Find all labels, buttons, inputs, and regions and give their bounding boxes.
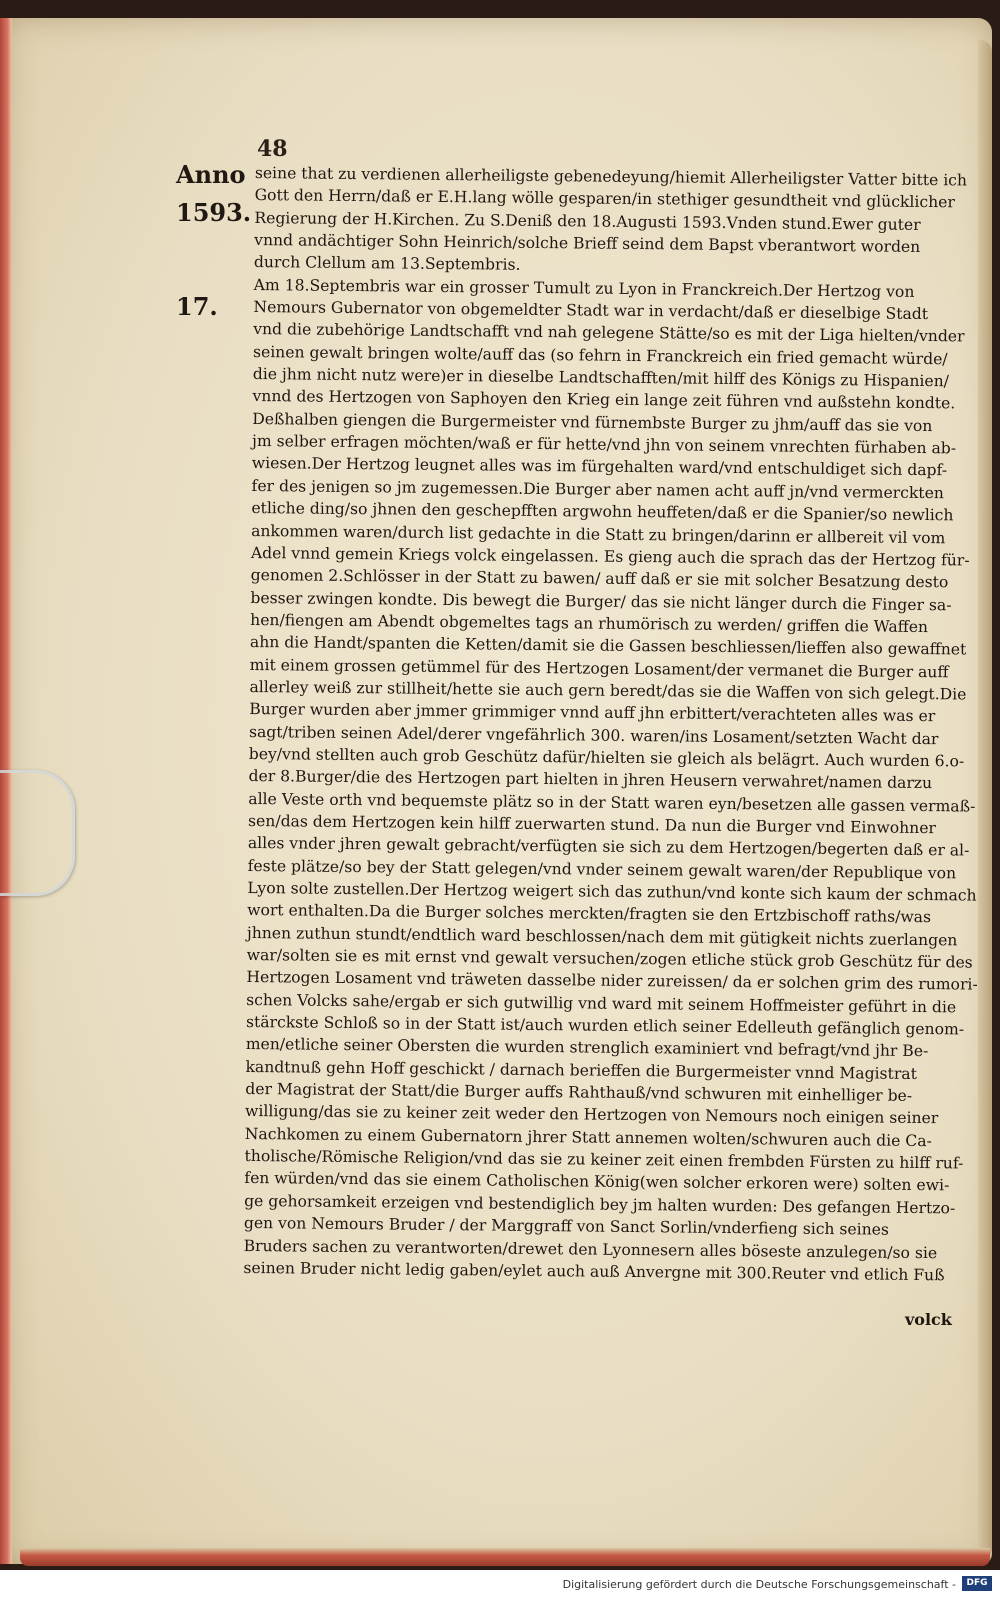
text-line: der Magistrat der Statt/die Burger auffs Rahthauß/vnd schwuren mit einhelliger be- <box>245 1080 913 1106</box>
text-line: besser zwingen kondte. Dis bewegt die Burger/ das sie nicht länger durch die Finger sa- <box>250 588 952 614</box>
text-line: bey/vnd stellten auch grob Geschütz dafür/hielten sie gleich als belägrt. Auch wurden 6.o- <box>248 744 965 771</box>
text-line: Nemours Gubernator von obgemeldter Stadt war in verdacht/daß er dieselbige Stadt <box>253 298 929 324</box>
text-line: ankommen waren/durch list gedachte in die Statt zu bringen/darinn er allbereit vil vom <box>251 521 946 547</box>
text-line: seinen gewalt bringen wolte/auff das (so fehrn in Franckreich ein fried gemacht würde/ <box>252 342 948 369</box>
text-line: Hertzogen Losament vnd träweten dasselbe nider zureissen/ da er solchen grim des rumori- <box>246 968 978 994</box>
text-line: war/solten sie es mit ernst vnd gewalt versuchen/zogen etliche stück grob Geschütz für des <box>246 945 973 972</box>
text-line: alle Veste orth vnd bequemste plätz so in der Statt waren eyn/besetzen alle gassen vermaß- <box>248 789 976 816</box>
text-line: sagt/triben seinen Adel/derer vngefährlich 300. waren/ins Losament/setzten Wacht dar <box>248 722 939 748</box>
text-line: Am 18.Septembris war ein grosser Tumult zu Lyon in Franckreich.Der Hertzog von <box>253 275 915 301</box>
text-line: feste plätze/so bey der Statt gelegen/vnd vnder seinem gewalt waren/der Republique von <box>247 856 957 883</box>
text-line: durch Clellum am 13.Septembris. <box>253 253 521 275</box>
dfg-logo: DFG <box>962 1576 992 1591</box>
text-line: jhnen zuthun stundt/endtlich ward beschlossen/nach dem mit gütigkeit nichts zuerlangen <box>246 923 958 950</box>
text-line: Burger wurden aber jmmer grimmiger vnnd auff jhn erbittert/verachteten alles was er <box>249 700 936 726</box>
text-line: wort enthalten.Da die Burger solches merckten/fragten sie den Ertzbischoff raths/was <box>247 901 932 927</box>
text-line: hen/fiengen am Abendt obgemeltes tags an rhumörisch zu werden/ griffen die Waffen <box>250 610 929 636</box>
text-line: Adel vnnd gemein Kriegs volck eingelassen. Es gieng auch die sprach das der Hertzog für- <box>250 543 970 570</box>
margin-note-year: 1593. <box>176 198 252 227</box>
text-line: alles vnder jhren gewalt gebracht/verfügten sie sich zu dem Hertzogen/begerten daß er al- <box>247 834 970 860</box>
text-line: fen würden/vnd das sie einem Catholischen König(wen solcher erkoren were) solten ewi- <box>244 1169 950 1195</box>
text-line: fer des jenigen so jm zugemessen.Die Burger aber namen acht auff jn/vnd vermerckten <box>251 476 945 503</box>
text-line: tholische/Römische Religion/vnd das sie zu keiner zeit einen frembden Fürsten zu hilff ruf- <box>244 1147 964 1173</box>
catchword: volck <box>905 1310 952 1329</box>
text-line: allerley weiß zur stillheit/hette sie auch gern beredt/das sie die Waffen von sich gelegt.Die <box>249 677 967 704</box>
text-line: Lyon solte zustellen.Der Hertzog weigert sich das zuthun/vnd konte sich kaum der schmach <box>247 878 977 905</box>
text-line: ahn die Handt/spanten die Ketten/damit sie die Gassen beschliessen/lieffen also gewaffnet <box>249 633 967 659</box>
text-line: vnnd des Hertzogen von Saphoyen den Krieg ein lange zeit führen vnd außstehn kondte. <box>252 387 956 413</box>
page-edge-bottom <box>20 1548 990 1566</box>
text-line: seine that zu verdienen allerheiligste gebenedeyung/hiemit Allerheiligster Vatter bitte ich <box>254 163 968 190</box>
text-line: schen Volcks sahe/ergab er sich gutwillig vnd ward mit seinem Hoffmeister geführt in die <box>246 990 957 1017</box>
text-line: jm selber erfragen möchten/waß er für hette/vnd jhn von seinem vnrechten fürhaben ab- <box>251 432 957 458</box>
text-line: die jhm nicht nutz were)er in dieselbe Landtschafften/mit hilff des Königs zu Hispanien/ <box>252 365 950 391</box>
text-line: vnnd andächtiger Sohn Heinrich/solche Brieff seind dem Bapst vberantwort worden <box>254 231 921 257</box>
text-line: Bruders sachen zu verantworten/drewet den Lyonnesern alles böseste anzulegen/so sie <box>243 1236 938 1262</box>
text-line: Deßhalben giengen die Burgermeister vnd fürnembste Burger zu jhm/auff das sie von <box>252 409 933 435</box>
footer-bar <box>0 1570 1000 1598</box>
text-line: stärckste Schloß so in der Statt ist/auch wurden etlich seiner Edelleuth gefänglich genom- <box>245 1013 965 1039</box>
text-line: sen/das dem Hertzogen kein hilff zuerwarten stund. Da nun die Burger vnd Einwohner <box>248 811 937 838</box>
text-line: vnd die zubehörige Landtschafft vnd nah gelegene Stätte/so es mit der Liga hielten/vnder <box>253 320 965 346</box>
page-number: 48 <box>257 136 288 162</box>
body-text <box>243 162 978 1286</box>
text-line: seinen Bruder nicht ledig gaben/eylet auch auß Anvergne mit 300.Reuter vnd etlich Fuß <box>243 1258 945 1285</box>
text-line: Nachkomen zu einem Gubernatorn jhrer Statt annemen wolten/schwuren auch die Ca- <box>244 1124 932 1150</box>
text-line: mit einem grossen getümmel für des Hertzogen Losament/der vermanet die Burger auff <box>249 655 949 681</box>
margin-note-anno: Anno <box>176 160 246 189</box>
text-line: wiesen.Der Hertzog leugnet alles was im fürgehalten ward/vnd entschuldiget sich dapf- <box>251 454 948 480</box>
text-line: ge gehorsamkeit erzeigen vnd bestendiglich bey jm halten wurden: Des gefangen Hertzo- <box>244 1191 956 1218</box>
footer-credit: Digitalisierung gefördert durch die Deutsche Forschungsgemeinschaft - <box>562 1578 956 1591</box>
text-line: etliche ding/so jhnen den geschepfften argwohn heuffeten/daß er die Spanier/so newlich <box>251 499 954 525</box>
paper-clip <box>0 770 75 896</box>
text-line: kandtnuß gehn Hoff geschickt / darnach berieffen die Burgermeister vnnd Magistrat <box>245 1057 917 1083</box>
text-line: Regierung der H.Kirchen. Zu S.Deniß den 18.Augusti 1593.Vnden stund.Ewer guter <box>254 208 921 234</box>
text-line: der 8.Burger/die des Hertzogen part hielten in jhren Heusern verwahret/namen darzu <box>248 767 933 793</box>
text-line: men/etliche seiner Obersten die wurden strenglich examiniert vnd befragt/vnd jhr Be- <box>245 1035 929 1061</box>
text-line: gen von Nemours Bruder / der Marggraff von Sanct Sorlin/vnderfieng sich seines <box>243 1214 890 1239</box>
page-edge-right <box>978 40 992 1560</box>
text-line: willigung/das sie zu keiner zeit weder den Hertzogen von Nemours noch einigen seiner <box>244 1102 939 1128</box>
text-line: Gott den Herrn/daß er E.H.lang wölle gesparen/in stethiger gesundtheit vnd glücklicher <box>254 186 955 212</box>
margin-note-section-number: 17. <box>176 292 218 321</box>
text-line: genomen 2.Schlösser in der Statt zu bawen/ auff daß er sie mit solcher Besatzung desto <box>250 566 949 592</box>
